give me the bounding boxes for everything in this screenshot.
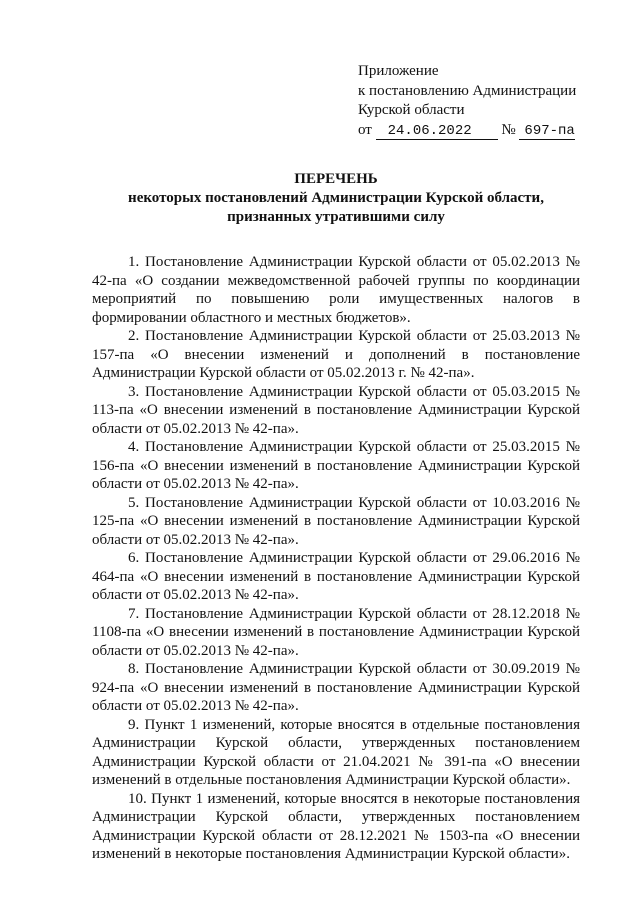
annex-number-label: № xyxy=(501,121,516,138)
title-subheading-line-2: признанных утратившими силу xyxy=(227,209,445,225)
list-item: 6. Постановление Администрации Курской области от 29.06.2016 № 464-па «О внесении изменений в постановление Администрации Курской области от 05.02.2013 № 42-па». xyxy=(92,550,580,603)
resolutions-list xyxy=(92,253,580,864)
list-item: 8. Постановление Администрации Курской области от 30.09.2019 № 924-па «О внесении изменений в постановление Администрации Курской области от 05.02.2013 № 42-па». xyxy=(92,661,580,714)
annex-date-number-line xyxy=(358,121,576,141)
annex-date: 24.06.2022 xyxy=(376,124,498,140)
list-item: 2. Постановление Администрации Курской области от 25.03.2013 № 157-па «О внесении изменений и дополнений в постановление Администрации Курской области от 05.02.2013 г. № 42-па». xyxy=(92,328,580,381)
document-title xyxy=(92,170,580,227)
annex-title: Приложение xyxy=(358,63,439,79)
list-item: 10. Пункт 1 изменений, которые вносятся в некоторые постановления Администрации Курской области, утвержденных постановлением Администрации Курской области от 28.12.2021 № 1503-па «О внесении изменений в некоторые постановления Администрации Курской области». xyxy=(92,790,580,862)
list-item: 7. Постановление Администрации Курской области от 28.12.2018 № 1108-па «О внесении изменений в постановление Администрации Курской области от 05.02.2013 № 42-па». xyxy=(92,605,580,659)
list-item: 3. Постановление Администрации Курской области от 05.03.2015 № 113-па «О внесении изменений в постановление Администрации Курской области от 05.02.2013 № 42-па». xyxy=(92,383,580,437)
annex-from-label: от xyxy=(358,121,372,138)
annex-resolution-line: к постановлению Администрации xyxy=(358,82,577,99)
list-item: 5. Постановление Администрации Курской области от 10.03.2016 № 125-па «О внесении изменений в постановление Администрации Курской области от 05.02.2013 № 42-па». xyxy=(92,494,580,548)
annex-region-line: Курской области xyxy=(358,102,465,118)
annex-number: 697-па xyxy=(519,124,575,140)
list-item: 4. Постановление Администрации Курской области от 25.03.2015 № 156-па «О внесении изменений в постановление Администрации Курской области от 05.02.2013 № 42-па». xyxy=(92,439,580,492)
list-item: 9. Пункт 1 изменений, которые вносятся в отдельные постановления Администрации Курской области, утвержденных постановлением Администрации Курской области от 21.04.2021 № 391-па «О внесении изменений в отдельные постановления Администрации Курской области». xyxy=(92,716,580,788)
title-subheading-line-1: некоторых постановлений Администрации Курской области, xyxy=(128,190,544,206)
annex-header xyxy=(358,62,576,140)
title-heading: ПЕРЕЧЕНЬ xyxy=(294,171,378,187)
list-item: 1. Постановление Администрации Курской области от 05.02.2013 № 42-па «О создании межведомственной рабочей группы по координации мероприятий по повышению роли имущественных налогов в формировании областного и местных бюджетов». xyxy=(92,254,580,326)
